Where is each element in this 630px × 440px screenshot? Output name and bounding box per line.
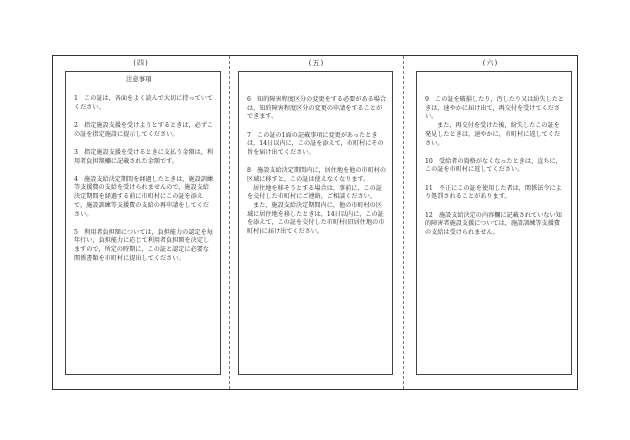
notice-item: 7 この証の1面の記載事項に変更があったときは，14日以内に，この証を添えて，市町村にその旨を届け出てください。 <box>247 131 384 157</box>
notice-item: 1 この証は，各面をよく読んで大切に持っていてください。 <box>74 95 214 111</box>
notice-sheet <box>52 55 578 390</box>
notice-item-main: 9 この証を破損したり，汚したり又は紛失したときは，速やかに届け出て，再交付を受けてください。 <box>425 96 565 121</box>
notice-item: 11 不正にこの証を使用した者は，関係法令により処罰されることがあります。 <box>425 184 562 201</box>
notice-item: 12 施設支給決定の内容欄に記載されていない知的障害者施設支援については，施設訓練等支援費の支給は受けられません。 <box>425 211 562 236</box>
notice-item: 3 指定施設支援を受けるときに支払う金額は，利用者負担額欄に記載された金額です。 <box>74 148 214 165</box>
column-header: (五) <box>308 59 325 67</box>
notice-item-subparagraph: また，再交付を受けた後，紛失したこの証を発見したときは，速やかに，市町村に返してください。 <box>425 122 561 147</box>
page-four-column <box>53 56 229 389</box>
notice-item: 10 受給者の資格がなくなったときは，直ちに，この証を市町村に返してください。 <box>425 157 562 174</box>
page-six-column <box>403 56 577 389</box>
notice-box <box>416 71 572 375</box>
column-header: (六) <box>482 59 499 67</box>
notice-item <box>425 96 565 148</box>
notice-item <box>247 167 386 237</box>
notice-item: 6 知的障害程度区分の変更をする必要がある場合は，知的障害程度区分の変更の申請をすることができます。 <box>247 96 387 121</box>
page-five-column <box>229 56 403 389</box>
notice-item-main: 8 施設支給決定期間内に，居住地を他の市町村の区域に移すと，この証は使えなくなります。 <box>247 167 387 183</box>
notice-item-subparagraph: また，施設支給決定期間内に，他の市町村の区域に居住地を移したときは，14日以内に，この証を添えて，この証を交付した市町村(旧居住地の市町村)に届け出てください。 <box>247 202 385 236</box>
notice-box <box>238 71 393 375</box>
column-header: (四) <box>133 59 149 67</box>
notice-title: 注意事項 <box>126 75 152 83</box>
notice-item: 2 指定施設支援を受けようとするときは，必ずこの証を指定施設に提示してください。 <box>74 121 214 138</box>
notice-box <box>65 71 221 375</box>
notice-item-subparagraph: 居住地を移そうとする場合は，事前に，この証を交付した市町村にご連絡，ご相談ください。 <box>247 184 382 201</box>
notice-item: 5 利用者負担額については，負担能力の認定を毎年行い，負担能力に応じて利用者負担額を決定しますので，所定の時期に，この証と認定に必要な関係書類を市町村に提出してください。 <box>74 228 213 262</box>
notice-item: 4 施設支給決定期間を経過したときは，施設訓練等支援費の支給を受けられませんので，施設支給決定期間を経過する前に市町村にこの証を添えて，施設訓練等支援費の支給の再申請をしてください。 <box>74 175 214 218</box>
